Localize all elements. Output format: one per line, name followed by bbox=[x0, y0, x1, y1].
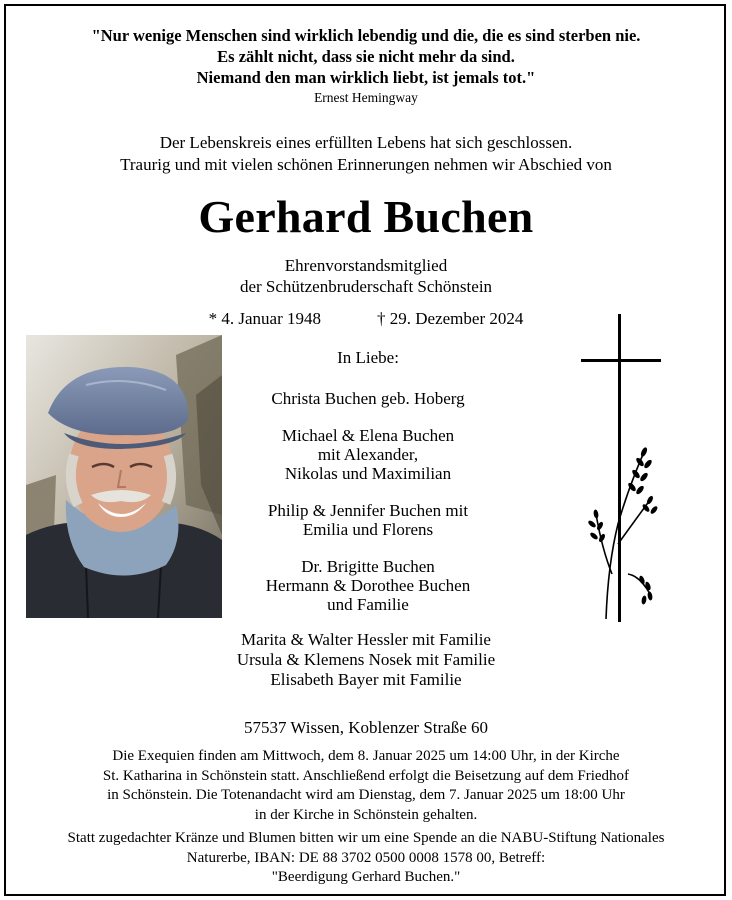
family-list bbox=[190, 348, 546, 632]
intro-line: Der Lebenskreis eines erfüllten Lebens hat sich geschlossen. bbox=[159, 133, 573, 152]
service-line: Die Exequien finden am Mittwoch, dem 8. Januar 2025 um 14:00 Uhr, in der Kirche bbox=[112, 748, 620, 764]
family-group bbox=[190, 426, 546, 483]
relatives-line: Elisabeth Bayer mit Familie bbox=[270, 670, 462, 689]
death-date: † 29. Dezember 2024 bbox=[377, 309, 524, 328]
intro-text bbox=[0, 132, 732, 176]
cross-with-grain-icon bbox=[578, 314, 664, 624]
role-line: Ehrenvorstandsmitglied bbox=[284, 256, 448, 275]
donation-line: "Beerdigung Gerhard Buchen." bbox=[271, 869, 461, 885]
service-details bbox=[0, 747, 732, 825]
donation-line: Naturerbe, IBAN: DE 88 3702 0500 0008 1578 00, Betreff: bbox=[186, 849, 546, 866]
family-line: Dr. Brigitte Buchen bbox=[301, 557, 435, 576]
relatives-list bbox=[0, 630, 732, 690]
quote-line: Es zählt nicht, dass sie nicht mehr da sind. bbox=[217, 47, 515, 66]
relatives-line: Ursula & Klemens Nosek mit Familie bbox=[236, 650, 496, 669]
quote-line: Niemand den man wirklich liebt, ist jemals tot." bbox=[196, 68, 536, 87]
family-heading: In Liebe: bbox=[337, 348, 399, 367]
birth-date: * 4. Januar 1948 bbox=[208, 309, 322, 328]
family-line: und Familie bbox=[327, 595, 409, 614]
family-group bbox=[190, 557, 546, 614]
intro-line: Traurig und mit vielen schönen Erinnerungen nehmen wir Abschied von bbox=[120, 155, 612, 174]
quote-line: "Nur wenige Menschen sind wirklich lebendig und die, die es sind sterben nie. bbox=[91, 26, 641, 45]
family-line: Philip & Jennifer Buchen mit bbox=[267, 501, 469, 520]
family-line: Nikolas und Maximilian bbox=[284, 464, 452, 483]
family-line: Emilia und Florens bbox=[302, 520, 434, 539]
hemingway-quote bbox=[0, 25, 732, 88]
family-address: 57537 Wissen, Koblenzer Straße 60 bbox=[243, 718, 489, 737]
service-line: St. Katharina in Schönstein statt. Anschließend erfolgt die Beisetzung auf dem Friedhof bbox=[102, 767, 630, 784]
deceased-role bbox=[0, 255, 732, 297]
service-line: in Schönstein. Die Totenandacht wird am Dienstag, dem 7. Januar 2025 um 18:00 Uhr bbox=[107, 787, 625, 803]
donation-line: Statt zugedachter Kränze und Blumen bitten wir um eine Spende an die NABU-Stiftung Nationales bbox=[67, 830, 665, 846]
service-line: in der Kirche in Schönstein gehalten. bbox=[254, 806, 478, 823]
donation-request bbox=[0, 829, 732, 888]
quote-author: Ernest Hemingway bbox=[314, 90, 418, 105]
deceased-name: Gerhard Buchen bbox=[198, 191, 534, 242]
role-line: der Schützenbruderschaft Schönstein bbox=[239, 277, 493, 296]
family-line: mit Alexander, bbox=[317, 445, 419, 464]
family-line: Michael & Elena Buchen bbox=[281, 426, 455, 445]
family-group bbox=[190, 501, 546, 539]
family-line: Christa Buchen geb. Hoberg bbox=[271, 389, 465, 408]
relatives-line: Marita & Walter Hessler mit Familie bbox=[241, 630, 491, 649]
family-line: Hermann & Dorothee Buchen bbox=[265, 576, 471, 595]
family-group bbox=[190, 389, 546, 408]
